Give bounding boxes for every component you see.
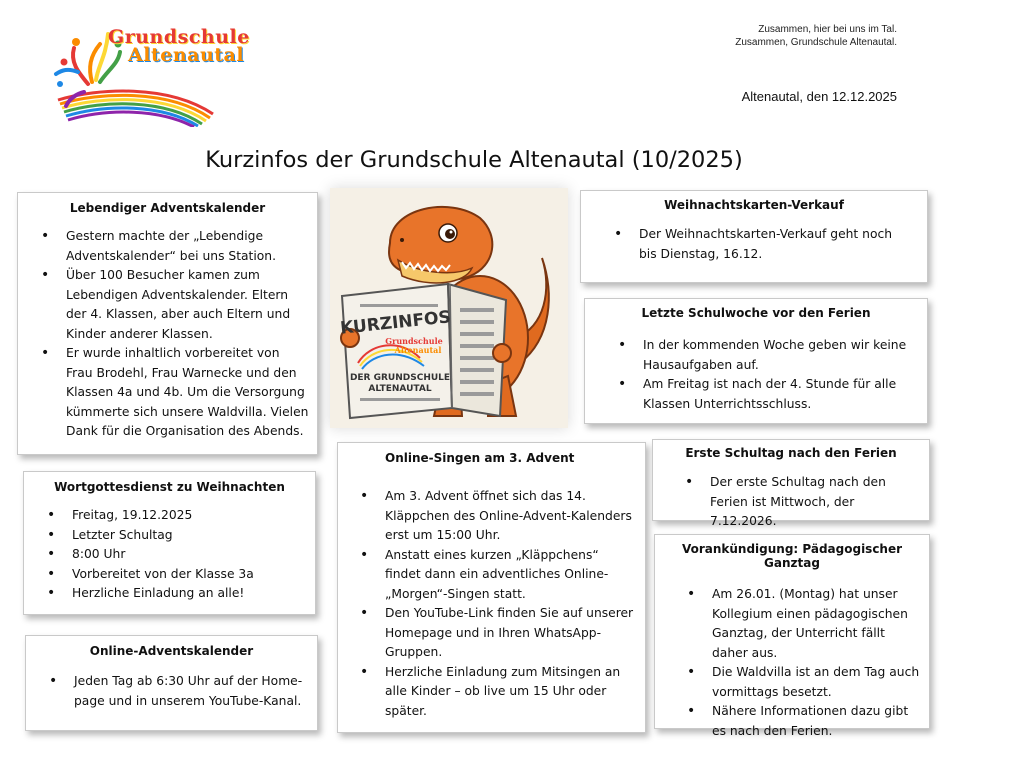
service-box xyxy=(23,471,316,615)
logo-text-line1: Grundschule xyxy=(108,26,250,48)
school-logo xyxy=(48,22,248,127)
list-item: • In der kommenden Woche geben wir keine Hausaufgaben auf. xyxy=(643,336,913,375)
last-week-box xyxy=(584,298,928,424)
christmas-cards-heading: Weihnachtskarten-Verkauf xyxy=(664,198,844,212)
list-item: • Herzliche Einladung zum Mitsingen an alle Kinder – ob live um 15 Uhr oder später. xyxy=(385,663,635,722)
list-item: • Herzliche Einladung an alle! xyxy=(72,584,307,604)
school-motto xyxy=(735,23,897,49)
paper-subtitle-line2: ALTENAUTAL xyxy=(368,384,432,394)
online-singing-heading: Online-Singen am 3. Advent xyxy=(385,451,575,465)
date-line: Altenautal, den 12.12.2025 xyxy=(741,89,897,104)
first-day-list xyxy=(710,473,915,532)
list-item: • Jeden Tag ab 6:30 Uhr auf der Home-page und in unserem YouTube-Kanal. xyxy=(74,672,303,711)
list-item: • 8:00 Uhr xyxy=(72,545,307,565)
last-week-heading: Letzte Schulwoche vor den Ferien xyxy=(641,306,871,320)
last-week-list xyxy=(643,336,913,414)
pedagogic-day-heading: Vorankündigung: Pädagogischer Ganztag xyxy=(681,542,903,570)
christmas-cards-box xyxy=(580,190,928,283)
online-singing-box xyxy=(337,442,646,733)
paper-title: KURZINFOS xyxy=(339,307,452,339)
list-item: • Er wurde inhaltlich vorbereitet von Frau Brodehl, Frau Warnecke und den Klassen 4a und 4b. Um die Versorgung kümmerte sich unsere Waldvilla. Vielen Dank für die Organisation des Abends. xyxy=(66,344,309,442)
list-item: • Den YouTube-Link finden Sie auf unserer Homepage und in Ihren WhatsApp-Gruppen. xyxy=(385,604,635,663)
online-singing-list xyxy=(385,487,635,721)
list-item: • Vorbereitet von der Klasse 3a xyxy=(72,565,307,585)
online-calendar-heading: Online-Adventskalender xyxy=(89,644,254,658)
list-item: • Freitag, 19.12.2025 xyxy=(72,506,307,526)
advent-calendar-box xyxy=(17,192,318,455)
dinosaur-illustration-graphic xyxy=(330,188,568,428)
list-item: • Letzter Schultag xyxy=(72,526,307,546)
online-calendar-list xyxy=(74,672,303,711)
online-calendar-box xyxy=(25,635,318,731)
dinosaur-newspaper-illustration xyxy=(330,188,568,428)
list-item: • Die Waldvilla ist an dem Tag auch vormittags besetzt. xyxy=(712,663,921,702)
paper-logo-line2: Altenautal xyxy=(394,345,442,355)
advent-calendar-list xyxy=(66,227,309,442)
christmas-cards-list xyxy=(639,225,913,264)
pedagogic-day-box xyxy=(654,534,930,738)
list-item: • Anstatt eines kurzen „Kläppchens“ findet dann ein adventliches Online-„Morgen“-Singen statt. xyxy=(385,546,635,605)
page-title xyxy=(0,147,1024,173)
list-item: • Gestern machte der „Lebendige Adventskalender“ bei uns Station. xyxy=(66,227,309,266)
page-title-text: Kurzinfos der Grundschule Altenautal (10/2025) xyxy=(205,147,743,173)
advent-calendar-heading: Lebendiger Adventskalender xyxy=(69,201,266,215)
list-item: • Am 26.01. (Montag) hat unser Kollegium einen pädagogischen Ganztag, der Unterricht fällt daher aus. xyxy=(712,585,921,663)
motto-line-2: Zusammen, Grundschule Altenautal. xyxy=(735,37,897,48)
list-item: • Über 100 Besucher kamen zum Lebendigen Adventskalender. Eltern der 4. Klassen, aber auch Eltern und Kinder anderer Klassen. xyxy=(66,266,309,344)
list-item: • Der erste Schultag nach den Ferien ist Mittwoch, der 7.12.2026. xyxy=(710,473,915,532)
service-list xyxy=(72,506,307,604)
list-item: • Der Weihnachtskarten-Verkauf geht noch bis Dienstag, 16.12. xyxy=(639,225,913,264)
first-day-box xyxy=(652,439,930,528)
list-item: • Am 3. Advent öffnet sich das 14. Kläppchen des Online-Advent-Kalenders erst um 15:00 Uhr. xyxy=(385,487,635,546)
service-heading: Wortgottesdienst zu Weihnachten xyxy=(54,480,285,494)
logo-text-line2: Altenautal xyxy=(128,44,245,66)
motto-line-1: Zusammen, hier bei uns im Tal. xyxy=(758,24,897,35)
pedagogic-day-list xyxy=(712,585,921,741)
list-item: • Nähere Informationen dazu gibt es nach den Ferien. xyxy=(712,702,921,741)
paper-subtitle-line1: DER GRUNDSCHULE xyxy=(349,373,451,383)
first-day-heading: Erste Schultag nach den Ferien xyxy=(685,446,897,460)
list-item: • Am Freitag ist nach der 4. Stunde für alle Klassen Unterrichtsschluss. xyxy=(643,375,913,414)
paper-logo-line1: Grundschule xyxy=(385,336,443,346)
